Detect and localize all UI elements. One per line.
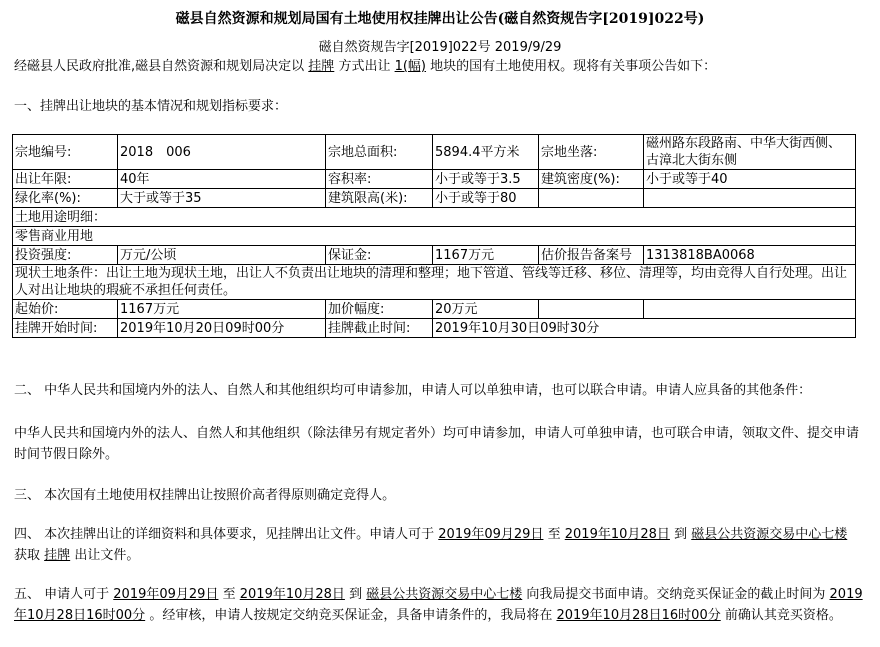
- far-label: 容积率:: [326, 170, 433, 189]
- section5-at: 到: [349, 587, 363, 602]
- parcel-no: 2018 006: [118, 135, 326, 170]
- section3: 三、 本次国有土地使用权挂牌出让按照价高者得原则确定竞得人。: [14, 488, 396, 503]
- section5-place: 磁县公共资源交易中心七楼: [366, 587, 523, 602]
- term-label: 出让年限:: [13, 170, 118, 189]
- section4: [14, 524, 864, 566]
- section4-get: 获取: [14, 548, 41, 563]
- section2-line1: 二、 中华人民共和国境内外的法人、自然人和其他组织均可申请参加，申请人可以单独申请，也可以联合申请。申请人应具备的其他条件：: [14, 383, 812, 398]
- area-value: 5894.4平方米: [433, 135, 539, 170]
- section4-to: 至: [547, 527, 561, 542]
- intro-method: 挂牌: [308, 59, 335, 74]
- term-value: 40年: [118, 170, 326, 189]
- parcel-info-table: [12, 134, 856, 338]
- far-value: 小于或等于3.5: [433, 170, 539, 189]
- table-row: [13, 189, 856, 208]
- intro-mid: 方式出让: [338, 59, 391, 74]
- intro-count: 1(幅): [394, 59, 427, 74]
- section1-heading: 一、挂牌出让地块的基本情况和规划指标要求：: [14, 99, 288, 114]
- invest-label: 投资强度:: [13, 246, 118, 265]
- section4-pre: 四、 本次挂牌出让的详细资料和具体要求，见挂牌出让文件。申请人可于: [14, 527, 435, 542]
- use-value: 零售商业用地: [13, 227, 856, 246]
- table-row: [13, 300, 856, 319]
- area-label: 宗地总面积:: [326, 135, 433, 170]
- land-status: 现状土地条件：出让土地为现状土地，出让人不负责出让地块的清理和整理；地下管道、管线等迁移、移位、清理等，均由竞得人自行处理。出让人对出让地块的瑕疵不承担任何责任。: [13, 265, 856, 300]
- increment-value: 20万元: [433, 300, 539, 319]
- height-label: 建筑限高(米):: [326, 189, 433, 208]
- location-value: 磁州路东段路南、中华大街西侧、古漳北大街东侧: [644, 135, 856, 170]
- density-label: 建筑密度(%):: [539, 170, 644, 189]
- table-row: [13, 135, 856, 170]
- end-time-value: 2019年10月30日09时30分: [433, 319, 856, 338]
- start-time-label: 挂牌开始时间:: [13, 319, 118, 338]
- report-value: 1313818BA0068: [644, 246, 856, 265]
- page-title: 磁县自然资源和规划局国有土地使用权挂牌出让公告(磁自然资规告字[2019]022号): [175, 11, 705, 27]
- section2-line2: 中华人民共和国境内外的法人、自然人和其他组织（除法律另有规定者外）均可申请参加，申请人可单独申请，也可联合申请，领取文件、提交申请时间节假日除外。: [14, 426, 860, 462]
- section5-deadline: 2019年10月28日16时00分: [14, 587, 863, 623]
- start-price-value: 1167万元: [118, 300, 326, 319]
- section4-post: 出让文件。: [74, 548, 140, 563]
- density-value: 小于或等于40: [644, 170, 856, 189]
- parcel-no-label: 宗地编号:: [13, 135, 118, 170]
- table-row: [13, 246, 856, 265]
- intro-post: 地块的国有土地使用权。现将有关事项公告如下：: [430, 59, 717, 74]
- section5-to: 至: [222, 587, 236, 602]
- section5-post: 前确认其竞买资格。: [724, 608, 842, 623]
- section4-method: 挂牌: [44, 548, 71, 563]
- use-label: 土地用途明细：: [13, 208, 856, 227]
- invest-value: 万元/公顷: [118, 246, 326, 265]
- deposit-label: 保证金:: [326, 246, 433, 265]
- section5-mid: 向我局提交书面申请。交纳竞买保证金的截止时间为: [526, 587, 826, 602]
- intro-pre: 经磁县人民政府批准,磁县自然资源和规划局决定以: [14, 59, 305, 74]
- deposit-value: 1167万元: [433, 246, 539, 265]
- report-label: 估价报告备案号: [539, 246, 644, 265]
- height-value: 小于或等于80: [433, 189, 539, 208]
- section5: [14, 584, 864, 626]
- section4-place: 磁县公共资源交易中心七楼: [691, 527, 848, 542]
- table-row: [13, 265, 856, 300]
- intro-paragraph: [14, 56, 864, 77]
- section4-at: 到: [674, 527, 688, 542]
- section5-mid2: 。经审核，申请人按规定交纳竞买保证金，具备申请条件的，我局将在: [149, 608, 553, 623]
- section4-date-to: 2019年10月28日: [564, 527, 670, 542]
- section5-pre: 五、 申请人可于: [14, 587, 110, 602]
- start-time-value: 2019年10月20日09时00分: [118, 319, 326, 338]
- green-label: 绿化率(%):: [13, 189, 118, 208]
- end-time-label: 挂牌截止时间:: [326, 319, 433, 338]
- increment-label: 加价幅度:: [326, 300, 433, 319]
- section4-date-from: 2019年09月29日: [438, 527, 544, 542]
- table-row: [13, 319, 856, 338]
- section5-confirm-time: 2019年10月28日16时00分: [556, 608, 721, 623]
- announcement-number-date: 磁自然资规告字[2019]022号 2019/9/29: [318, 40, 562, 55]
- location-label: 宗地坐落:: [539, 135, 644, 170]
- table-row: [13, 170, 856, 189]
- table-row: [13, 227, 856, 246]
- section5-date-to: 2019年10月28日: [239, 587, 345, 602]
- green-value: 大于或等于35: [118, 189, 326, 208]
- start-price-label: 起始价:: [13, 300, 118, 319]
- section5-date-from: 2019年09月29日: [113, 587, 219, 602]
- table-row: [13, 208, 856, 227]
